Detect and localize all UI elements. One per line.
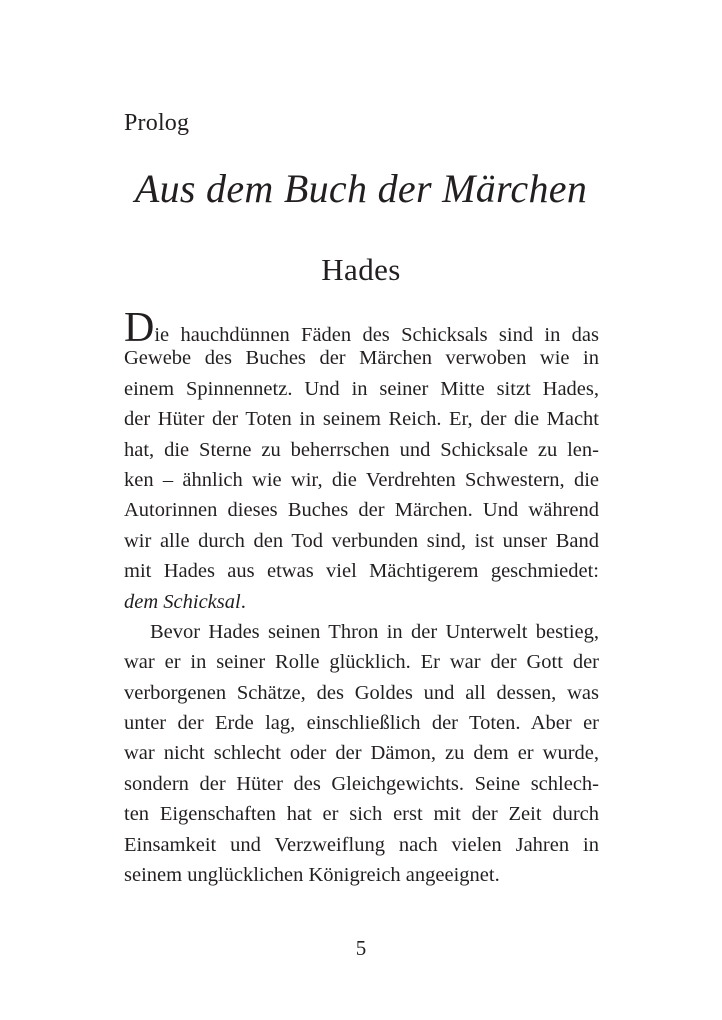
chapter-heading: Hades: [321, 252, 401, 287]
text-line: verborgenen Schätze, des Goldes und all dessen, was: [124, 681, 599, 704]
text-line: seinem unglücklichen Königreich angeeignet.: [124, 864, 500, 887]
text-line: Gewebe des Buches der Märchen verwoben wie in: [124, 347, 599, 370]
text-line: war er in seiner Rolle glücklich. Er war der Gott der: [124, 651, 599, 674]
text-line: war nicht schlecht oder der Dämon, zu dem er wurde,: [124, 742, 599, 765]
section-label: Prolog: [124, 110, 190, 136]
text-line: [124, 305, 599, 351]
text-line: [124, 587, 599, 617]
text-line: hat, die Sterne zu beherrschen und Schicksale zu len-: [124, 438, 599, 461]
text-line: sondern der Hüter des Gleichgewichts. Seine schlech-: [124, 772, 599, 795]
text-line: wir alle durch den Tod verbunden sind, ist unser Band: [124, 529, 599, 552]
body-text: [124, 305, 599, 890]
text-line-rest: ie hauchdünnen Fäden des Schicksals sind in das: [154, 324, 599, 346]
book-title: Aus dem Buch der Märchen: [134, 166, 588, 211]
text-line: ten Eigenschaften hat er sich erst mit der Zeit durch: [124, 803, 599, 826]
text-line-end: .: [240, 590, 246, 613]
page-number: 5: [355, 936, 367, 960]
drop-cap: D: [124, 305, 155, 351]
text-line: einem Spinnennetz. Und in seiner Mitte sitzt Hades,: [124, 377, 599, 400]
text-line: Autorinnen dieses Buches der Märchen. Und während: [124, 499, 599, 522]
text-line: Bevor Hades seinen Thron in der Unterwelt bestieg,: [150, 620, 599, 643]
text-line: der Hüter der Toten in seinem Reich. Er, der die Macht: [124, 408, 599, 431]
text-line: unter der Erde lag, einschließlich der Toten. Aber er: [124, 712, 599, 735]
text-line: Einsamkeit und Verzweiflung nach vielen Jahren in: [124, 833, 599, 856]
italic-phrase: dem Schicksal: [124, 590, 241, 613]
text-line: ken – ähnlich wie wir, die Verdrehten Schwestern, die: [124, 468, 599, 491]
text-line: mit Hades aus etwas viel Mächtigerem geschmiedet:: [124, 560, 599, 583]
